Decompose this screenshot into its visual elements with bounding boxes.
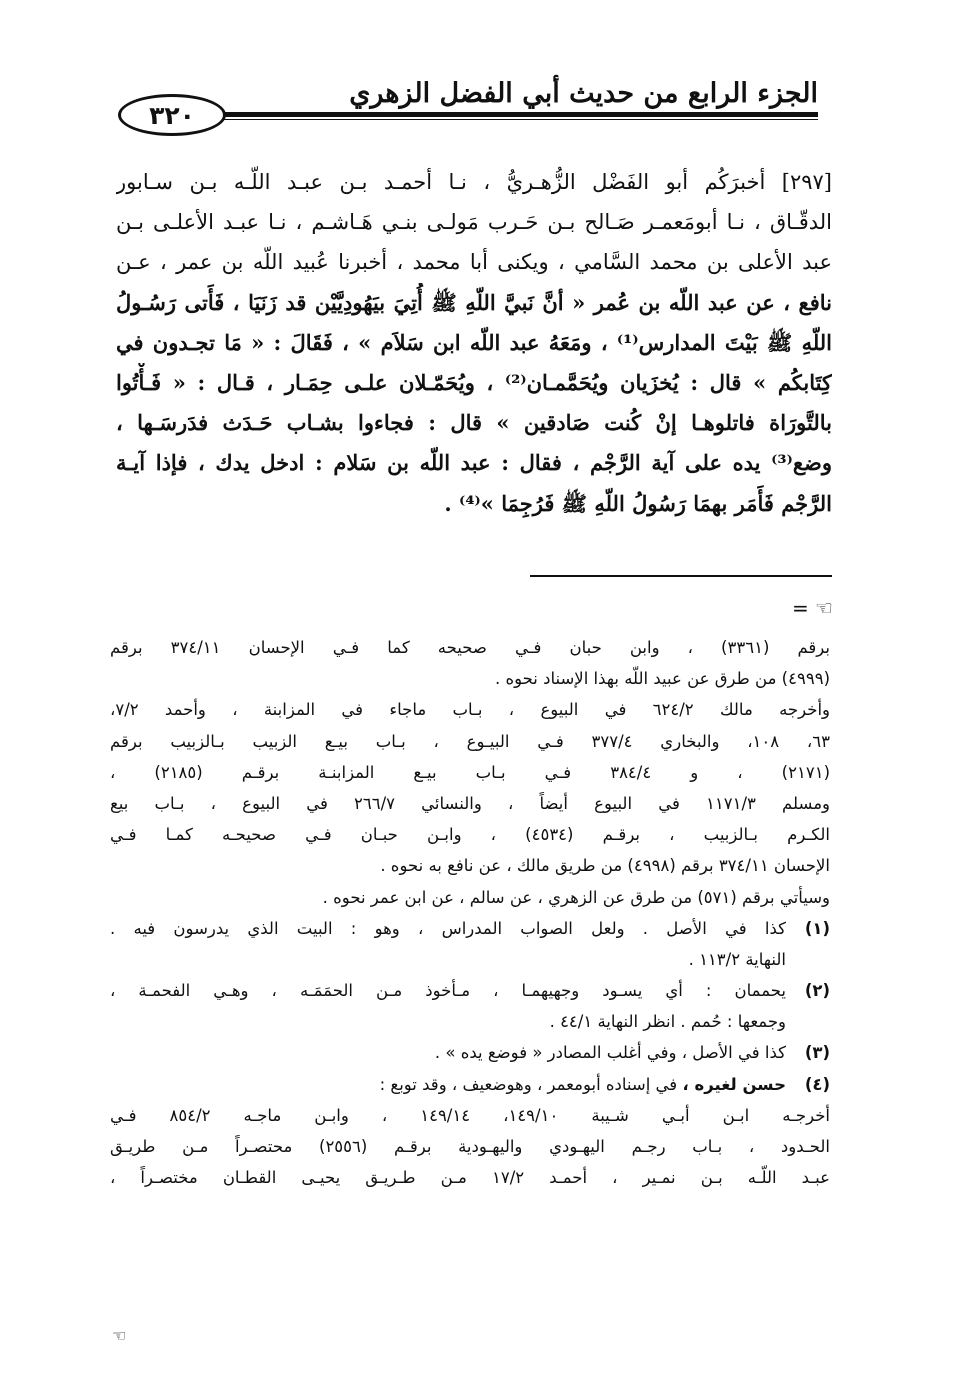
- main-line: عبد الأعلى بن محمد السَّامي ، ويكنى أبا محمد ، أخبرنا عُبيد اللّه بن عمر ، عـن: [116, 250, 832, 275]
- main-line: نافع ، عن عبد اللّه بن عُمر « أنَّ نَبيَّ اللّهِ ﷺ أُتِيَ بيَهُودِيَّيْن قد زَنَيَا ، فَأَتى رَسُـولُ: [116, 289, 832, 315]
- footnote-line: أخرجـه ابـن أبـي شـيبة ١٤٩/١٠، ١٤٩/١٤ ، وابـن ماجـه ٨٥٤/٢ فـي: [110, 1105, 830, 1125]
- footnote-line: كذا في الأصل ، وفي أغلب المصادر « فوضع يده » .: [434, 1043, 786, 1063]
- page-number: ٣٢٠: [118, 94, 226, 136]
- footnote-line: كذا في الأصل . ولعل الصواب المدراس ، وهو : البيت الذي يدرسون فيه .: [110, 918, 786, 938]
- footnote-line: الإحسان ٣٧٤/١١ برقم (٤٩٩٨) من طريق مالك ، عن نافع به نحوه .: [380, 856, 830, 876]
- page-header: [118, 78, 818, 144]
- footnote-line: (٢١٧١) ، و ٣٨٤/٤ فـي بـاب بيـع المزابنـة برقـم (٢١٨٥) ،: [110, 762, 830, 782]
- main-line: بالتَّورَاة فاتلوهـا إنْ كُنت صَادقين » قال : فجاءوا بشـاب حَـدَث فدَرسَـها ،: [116, 410, 832, 436]
- footnote-4: [110, 1069, 830, 1100]
- main-line: اللّهِ ﷺ بَيْتَ المدارس⁽¹⁾ ، ومَعَهُ عبد اللّه ابن سَلاَم » ، فَقَالَ : « مَا تجـدون في: [116, 329, 832, 355]
- footnotes: [110, 632, 830, 1193]
- grading-label: حسن لغيره ،: [682, 1074, 786, 1094]
- main-line: الرَّجْم فَأَمَر بهمَا رَسُولُ اللّهِ ﷺ فَرُجِمَا »⁽⁴⁾ .: [444, 490, 832, 516]
- footnote-1: [110, 913, 830, 975]
- footnote-3: [110, 1037, 830, 1068]
- footnote-text: في إسناده أبومعمر ، وهوضعيف ، وقد توبع :: [379, 1074, 683, 1094]
- footnote-line: وجمعها : حُمم . انظر النهاية ٤٤/١ .: [549, 1012, 786, 1032]
- footnote-line: الكـرم بـالزبيب ، برقـم (٤٥٣٤) ، وابـن حبـان فـي صحيحـه كمـا فـي: [110, 825, 830, 845]
- footnote-line: (٤٩٩٩) من طرق عن عبيد اللّه بهذا الإسناد نحوه .: [494, 669, 830, 689]
- main-line: كِتَابكُم » قال : يُخزَيان ويُحَمَّمـان⁽²⁾ ، ويُحَمّـلان علـى حِمَـار ، قـال : « فَـأْتُوا: [116, 369, 832, 395]
- footnote-line: الحـدود ، بـاب رجـم اليهـودي واليهـودية برقـم (٢٥٥٦) محتصـراً مـن طريـق: [110, 1137, 830, 1156]
- footnote-line: وأخرجه مالك ٦٢٤/٢ في البيوع ، بـاب ماجاء في المزابنة ، وأحمد ٧/٢،: [110, 700, 830, 720]
- continuation-mark: = ☜: [792, 596, 834, 620]
- header-rule: [224, 112, 818, 117]
- footnote-number: (٢): [804, 981, 830, 1001]
- main-line: [٢٩٧] أخبرَكُم أبو الفَضْل الزُّهـريُّ ، نـا أحمـد بـن عبـد اللّـه بـن سـابور: [116, 170, 832, 194]
- footnote-line: وسيأتي برقم (٥٧١) من طرق عن الزهري ، عن سالم ، عن ابن عمر نحوه .: [322, 887, 830, 907]
- footnote-number: (١): [804, 918, 830, 938]
- footnote-number: (٤): [804, 1074, 830, 1094]
- footnote-line: ومسلم ١١٧١/٣ في البيوع أيضاً ، والنسائي ٢٦٦/٧ في البيوع ، بـاب بيع: [110, 793, 830, 813]
- footnote-line: النهاية ١١٣/٢ .: [688, 949, 786, 969]
- footnote-line: ٦٣، ١٠٨، والبخاري ٣٧٧/٤ فـي البيـوع ، بـاب بيـع الزبيب بـالزبيب برقم: [110, 731, 830, 751]
- footnote-line: عبـد اللّـه بـن نمـير ، أحمـد ١٧/٢ مـن طـريـق يحيـى القطـان مختصـراً ،: [110, 1168, 830, 1188]
- main-hadith-text: [116, 162, 832, 524]
- main-line: الدقّـاق ، نـا أبومَعمـر صَـالح بـن حَـرب مَولـى بنـي هَـاشـم ، نـا عبـد الأعلـى بـن: [116, 210, 832, 235]
- next-page-mark-icon: ☜: [112, 1326, 127, 1345]
- footnote-number: (٣): [804, 1043, 830, 1063]
- footnote-line: [110, 1069, 786, 1100]
- footnote-2: [110, 975, 830, 1037]
- header-rule-thin: [224, 119, 818, 120]
- running-title: الجزء الرابع من حديث أبي الفضل الزهري: [349, 78, 818, 109]
- footnote-separator: [530, 575, 832, 577]
- footnote-line: برقم (٣٣٦١) ، وابن حبان فـي صحيحه كما فـي الإحسان ٣٧٤/١١ برقم: [110, 638, 830, 657]
- main-line: وضع⁽³⁾ يده على آية الرَّجْم ، فقال : عبد اللّه بن سَلام : ادخل يدك ، فإذا آيـة: [116, 450, 832, 476]
- footnote-line: يحممان : أي يسـود وجهيهمـا ، مـأخوذ مـن الحمَمَـه ، وهـي الفحمـة ،: [110, 981, 786, 1001]
